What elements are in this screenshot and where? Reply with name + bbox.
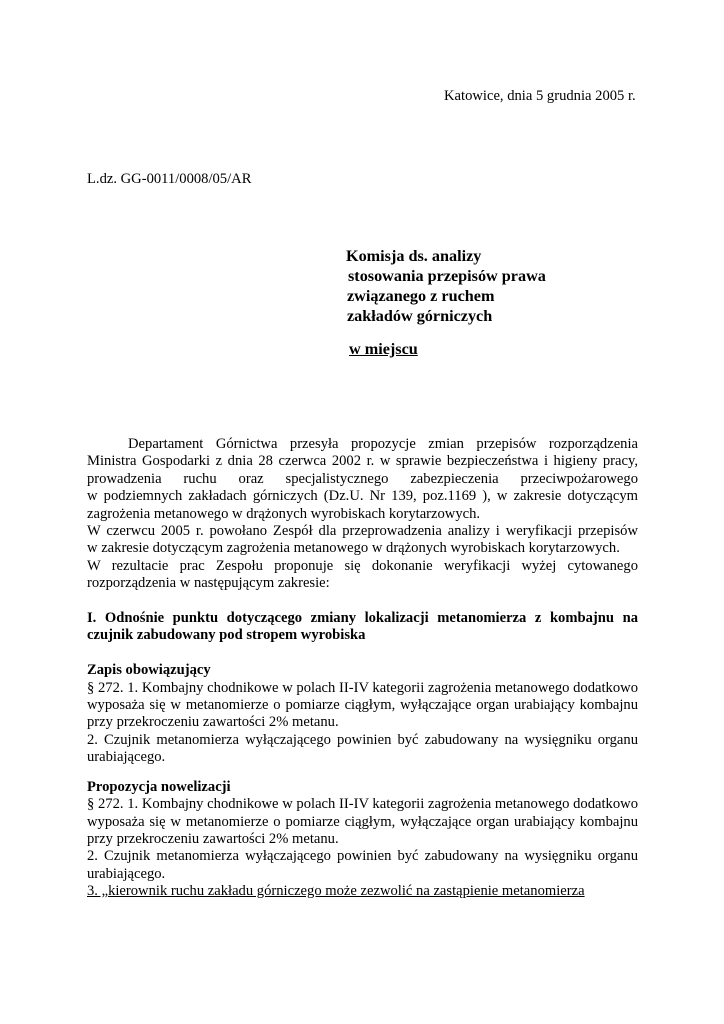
section-heading: czujnik zabudowany pod stropem wyrobiska <box>87 627 366 644</box>
body-line: Departament Górnictwa przesyła propozycje zmian przepisów rozporządzenia <box>128 436 638 452</box>
body-line: wyposaża się w metanomierze o pomiarze ciągłym, wyłączające organ urabiający kombajnu <box>87 697 638 714</box>
reference-number: L.dz. GG-0011/0008/05/AR <box>87 171 252 187</box>
body-line: w podziemnych zakładach górniczych (Dz.U. Nr 139, poz.1169 ), w zakresie dotyczącym <box>87 488 638 505</box>
body-line: 2. Czujnik metanomierza wyłączającego powinien być zabudowany na wysięgniku organu <box>87 731 638 748</box>
body-line: W czerwcu 2005 r. powołano Zespół dla przeprowadzenia analizy i weryfikacji przepisów <box>87 523 638 540</box>
body-line: wyposaża się w metanomierze o pomiarze ciągłym, wyłączające organ urabiający kombajnu <box>87 813 638 830</box>
addressee-block <box>346 246 546 326</box>
body-line: urabiającego. <box>87 749 166 766</box>
subsection-title: Zapis obowiązujący <box>87 662 211 679</box>
added-provision: 3. „kierownik ruchu zakładu górniczego może zezwolić na zastąpienie metanomierza <box>87 883 585 900</box>
addressee-place: w miejscu <box>349 340 418 358</box>
letter-body <box>87 436 638 901</box>
body-line: zagrożenia metanowego w drążonych wyrobiskach korytarzowych. <box>87 505 481 522</box>
body-line: prowadzenia ruchu oraz specjalistycznego zabezpieczenia przeciwpożarowego <box>87 470 638 487</box>
document-date: Katowice, dnia 5 grudnia 2005 r. <box>444 88 636 104</box>
body-line: w zakresie dotyczącym zagrożenia metanowego w drążonych wyrobiskach korytarzowych. <box>87 540 620 557</box>
addressee-line: zakładów górniczych <box>347 307 493 325</box>
subsection-title: Propozycja nowelizacji <box>87 778 231 795</box>
addressee-line: Komisja ds. analizy <box>346 247 482 265</box>
body-line: W rezultacie prac Zespołu proponuje się dokonanie weryfikacji wyżej cytowanego <box>87 557 638 574</box>
body-line: rozporządzenia w następującym zakresie: <box>87 575 330 592</box>
body-line: przy przekroczeniu zawartości 2% metanu. <box>87 830 339 847</box>
body-line: urabiającego. <box>87 865 166 882</box>
body-line: Ministra Gospodarki z dnia 28 czerwca 2002 r. w sprawie bezpieczeństwa i higieny pracy, <box>87 453 638 470</box>
addressee-line: związanego z ruchem <box>347 287 495 305</box>
body-line: § 272. 1. Kombajny chodnikowe w polach II-IV kategorii zagrożenia metanowego dodatkowo <box>87 796 638 813</box>
body-line: 2. Czujnik metanomierza wyłączającego powinien być zabudowany na wysięgniku organu <box>87 848 638 865</box>
addressee-line: stosowania przepisów prawa <box>348 267 546 285</box>
body-line: przy przekroczeniu zawartości 2% metanu. <box>87 714 339 731</box>
body-line: § 272. 1. Kombajny chodnikowe w polach II-IV kategorii zagrożenia metanowego dodatkowo <box>87 679 638 696</box>
section-heading: I. Odnośnie punktu dotyczącego zmiany lokalizacji metanomierza z kombajnu na <box>87 610 638 627</box>
